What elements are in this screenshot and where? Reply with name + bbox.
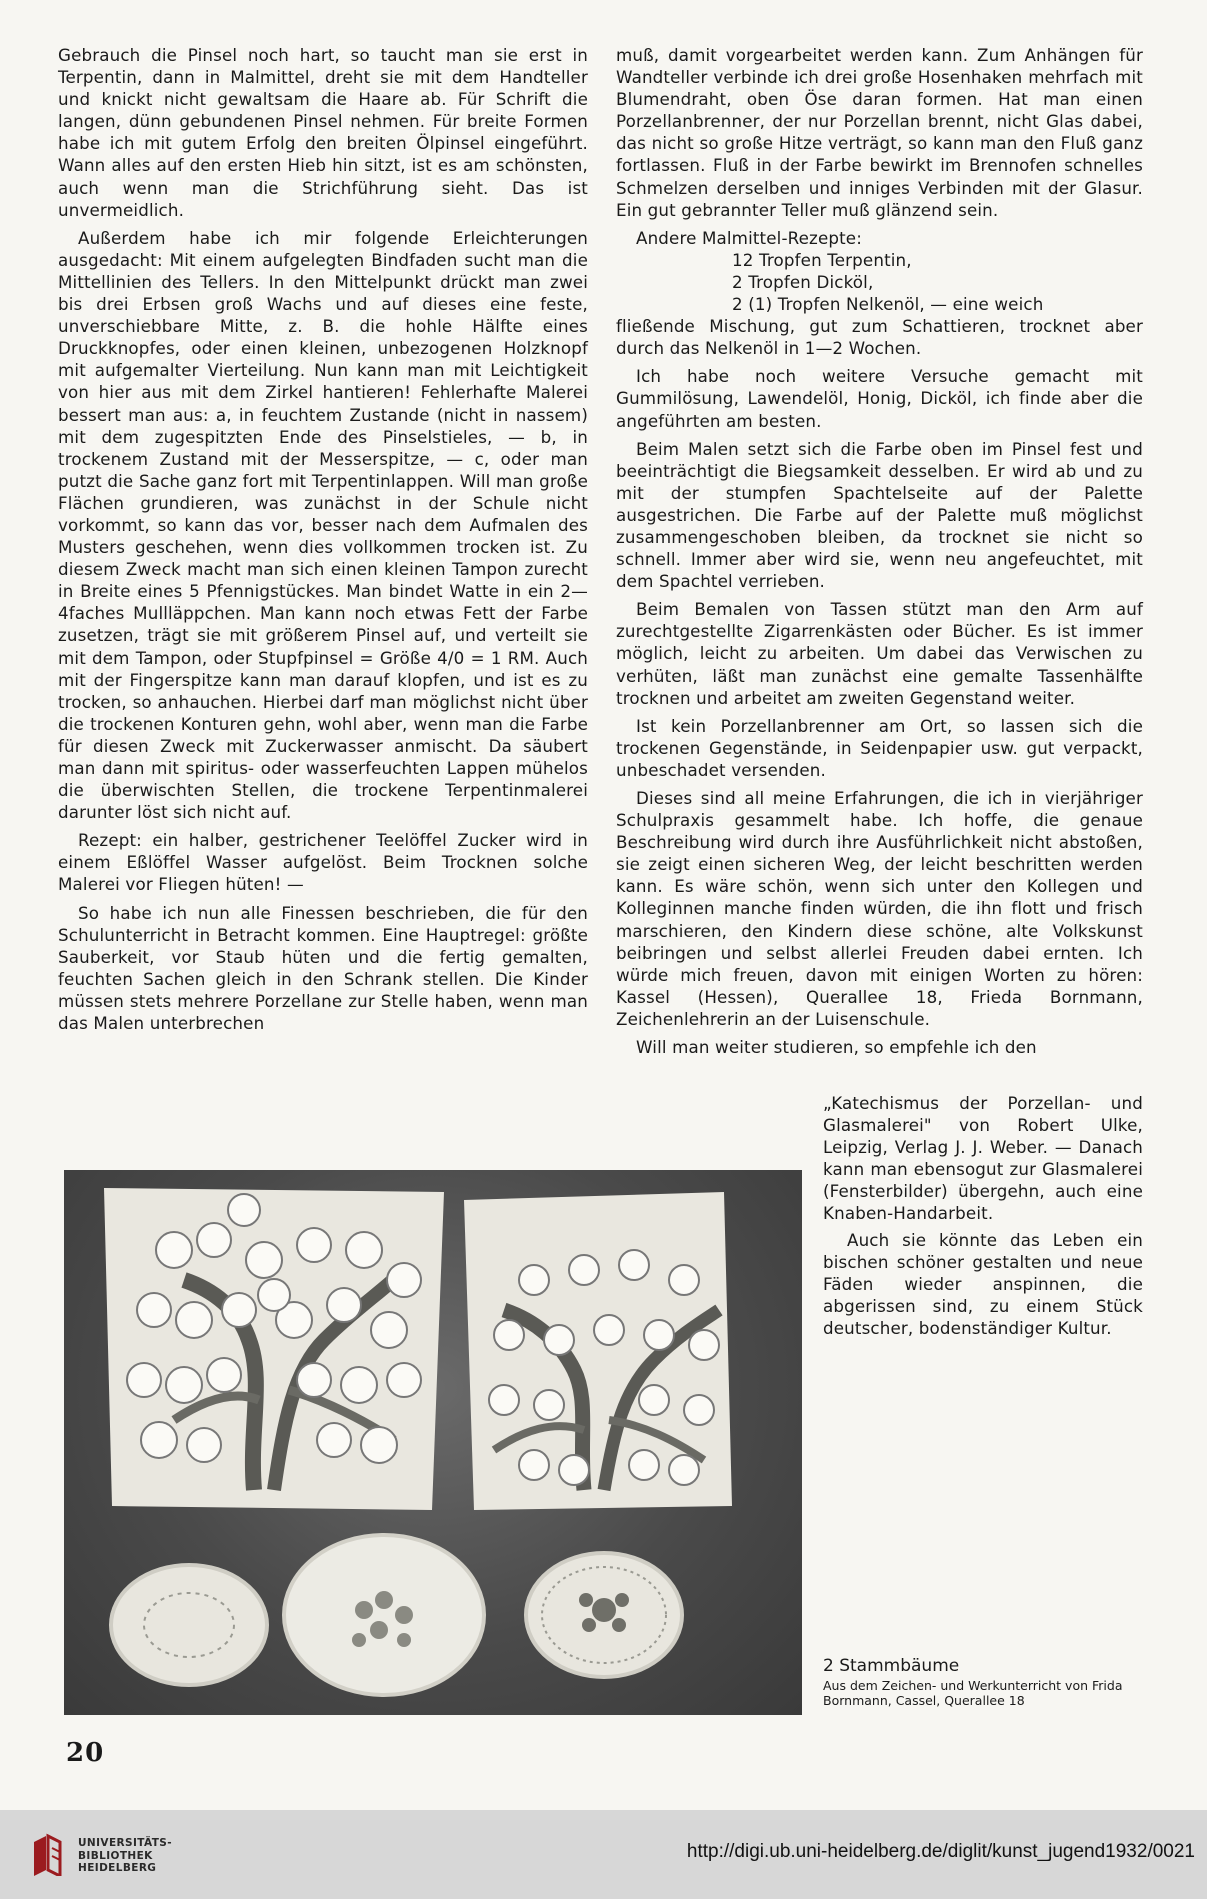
recipes-heading: Andere Malmittel-Rezepte: xyxy=(636,227,862,248)
recipe-line: 2 (1) Tropfen Nelkenöl, — eine weich xyxy=(732,294,1044,315)
recipe-list xyxy=(616,249,1143,359)
paragraph: Auch sie könnte das Leben ein bischen schöner gestalten und neue Fäden wieder anspinnen, die abgerissen sind, zu einem Stück deutscher, bodenständiger Kultur. xyxy=(823,1229,1143,1338)
paragraph: muß, damit vorgearbeitet werden kann. Zum Anhängen für Wandteller verbinde ich drei große Hosenhaken mehrfach mit Blumendraht, oben Öse daran formen. Hat man einen Porzellanbrenner, der nur Porzellan brennt, nicht Glas dabei, das nicht so große Hitze verträgt, so kann man den Fluß ganz fortlassen. Fluß in der Farbe bewirkt im Brennofen schnelles Schmelzen derselben und inniges Verbinden mit der Glasur. Ein gut gebrannter Teller muß glänzend sein. xyxy=(616,45,1143,220)
photo-illustration xyxy=(64,1170,802,1715)
photo-side-text xyxy=(823,1092,1143,1343)
library-logo-icon xyxy=(26,1832,70,1876)
library-footer-bar xyxy=(0,1810,1207,1899)
library-name-line: HEIDELBERG xyxy=(78,1862,157,1874)
paragraph: Beim Malen setzt sich die Farbe oben im Pinsel fest und beeinträchtigt die Biegsamkeit desselben. Er wird ab und zu mit der stumpfen Spachtelseite auf der Palette ausgestrichen. Die Farbe auf der Palette muß möglichst zusammengeschoben bleiben, da trocknet sie nicht so schnell. Immer aber wird sie, wenn neu angefeuchtet, mit dem Spachtel verrieben. xyxy=(616,438,1143,592)
plate-center xyxy=(284,1535,484,1695)
library-name-line: BIBLIOTHEK xyxy=(78,1849,153,1862)
paragraph: So habe ich nun alle Finessen beschrieben, die für den Schulunterricht in Betracht kommen. Eine Hauptregel: größte Sauberkeit, vor Staub hüten und die fertig gemalten, feuchten Sachen gleich in den Schrank stellen. Die Kinder müssen stets mehrere Porzellane zur Stelle haben, wenn man das Malen unterbrechen xyxy=(58,902,588,1034)
source-url-link[interactable]: http://digi.ub.uni-heidelberg.de/diglit/kunst_jugend1932/0021 xyxy=(686,1841,1195,1862)
paragraph: Dieses sind all meine Erfahrungen, die ich in vierjähriger Schulpraxis gesammelt habe. Ich hoffe, die genaue Beschreibung wird durch ihre Ausführlichkeit nicht abstoßen, sie zeigt einen sicheren Weg, der leicht beschritten werden kann. Es wäre schön, wenn sich unter den Kollegen und Kolleginnen manche finden würden, die ihn flott und frisch marschieren, den Kindern diese schöne, alte Volkskunst beibringen und selbst allerlei Freuden dabei ernten. Ich würde mich freuen, davon mit einigen Worten zu hören: Kassel (Hessen), Querallee 18, Frieda Bornmann, Zeichenlehrerin an der Luisenschule. xyxy=(616,788,1143,1029)
right-text-column xyxy=(616,44,1143,1064)
paragraph: Außerdem habe ich mir folgende Erleichterungen ausgedacht: Mit einem aufgelegten Bindfaden sucht man die Mittellinien des Tellers. In den Mittelpunkt drückt man zwei bis drei Erbsen groß Wachs und auf dieses eine feste, unverschiebbare Mitte, z. B. die hohle Hälfte eines Druckknopfes, oder einen kleinen, unbezogenen Holzknopf mit aufgemalter Vierteilung. Nun kann man mit Leichtigkeit von hier aus mit dem Zirkel hantieren! Fehlerhafte Malerei bessert man aus: a, in feuchtem Zustande (nicht in nassem) mit dem zugespitzten Ende des Pinselstieles, — b, in trockenem Zustand mit der Messerspitze, — c, oder man putzt die Sache ganz fort mit Terpentinlappen. Will man große Flächen grundieren, was zunächst in der Schule nicht vorkommt, so kann das vor, besser nach dem Aufmalen des Musters geschehen, wenn dies vollkommen trocken ist. Zu diesem Zweck macht man sich einen kleinen Tampon zurecht in Breite eines 5 Pfennigstückes. Man bindet Watte in ein 2—4faches Mullläppchen. Man kann noch etwas Fett der Farbe zusetzen, trägt sie mit größerem Pinsel auf, und verteilt sie mit dem Tampon, oder Stupfpinsel = Größe 4/0 = 1 RM. Auch mit der Fingerspitze kann man darauf klopfen, und ist es zu trocken, so anhauchen. Hierbei darf man möglichst nicht über die trockenen Konturen gehn, wohl aber, wenn man die Farbe für diesen Zweck mit Zuckerwasser anmischt. Da säubert man dann mit spiritus- oder wasserfeuchten Lappen mühelos die überwischten Stellen, die trockene Terpentinmalerei darunter löst sich nicht auf. xyxy=(58,227,588,823)
page-number: 20 xyxy=(66,1738,105,1768)
caption-title: 2 Stammbäume xyxy=(823,1656,960,1676)
paragraph: Beim Bemalen von Tassen stützt man den Arm auf zurechtgestellte Zigarrenkästen oder Bücher. Es ist immer möglich, leicht zu arbeiten. Um dabei das Verwischen zu verhüten, läßt man zunächst eine gemalte Tassenhälfte trocknen und arbeitet am zweiten Gegenstand weiter. xyxy=(616,599,1143,708)
library-name-line: UNIVERSITÄTS- xyxy=(78,1837,173,1849)
paragraph: Gebrauch die Pinsel noch hart, so taucht man sie erst in Terpentin, dann in Malmittel, dreht sie mit dem Handteller und knickt nicht gewaltsam die Haare ab. Für Schrift die langen, dünn gebundenen Pinsel nehmen. Für breite Formen habe ich mit gutem Erfolg den breiten Ölpinsel eingeführt. Wann alles auf den ersten Hieb hin sitzt, ist es am schönsten, auch wenn man die Strichführung sieht. Das ist unvermeidlich. xyxy=(58,45,588,220)
recipe-line: 12 Tropfen Terpentin, xyxy=(732,249,912,270)
paragraph-start: Will man weiter studieren, so empfehle ich den xyxy=(636,1037,1037,1058)
paragraph: Ist kein Porzellanbrenner am Ort, so lassen sich die trockenen Gegenstände, in Seidenpapier usw. gut verpackt, unbeschadet versenden. xyxy=(616,715,1143,780)
paragraph: Ich habe noch weitere Versuche gemacht mit Gummilösung, Lawendelöl, Honig, Dicköl, ich finde aber die angeführten am besten. xyxy=(616,366,1143,431)
paragraph: Rezept: ein halber, gestrichener Teelöffel Zucker wird in einem Eßlöffel Wasser aufgelöst. Beim Trocknen solche Malerei vor Fliegen hüten! — xyxy=(58,830,588,895)
plate-left xyxy=(111,1565,267,1685)
figure-caption xyxy=(823,1656,1153,1708)
left-text-column xyxy=(58,44,588,1040)
recipe-line: 2 Tropfen Dicköl, xyxy=(732,271,874,292)
paragraph: „Katechismus der Porzellan- und Glasmalerei" von Robert Ulke, Leipzig, Verlag J. J. Weber. — Danach kann man ebensogut zur Glasmalerei (Fensterbilder) übergehn, auch eine Knaben-Handarbeit. xyxy=(823,1093,1143,1224)
photograph-painted-porcelain xyxy=(64,1170,802,1715)
recipe-continuation: fließende Mischung, gut zum Schattieren, trocknet aber durch das Nelkenöl in 1—2 Wochen. xyxy=(616,316,1143,359)
caption-subtitle: Aus dem Zeichen- und Werkunterricht von Frida Bornmann, Cassel, Querallee 18 xyxy=(823,1678,1123,1708)
library-name xyxy=(78,1837,172,1875)
